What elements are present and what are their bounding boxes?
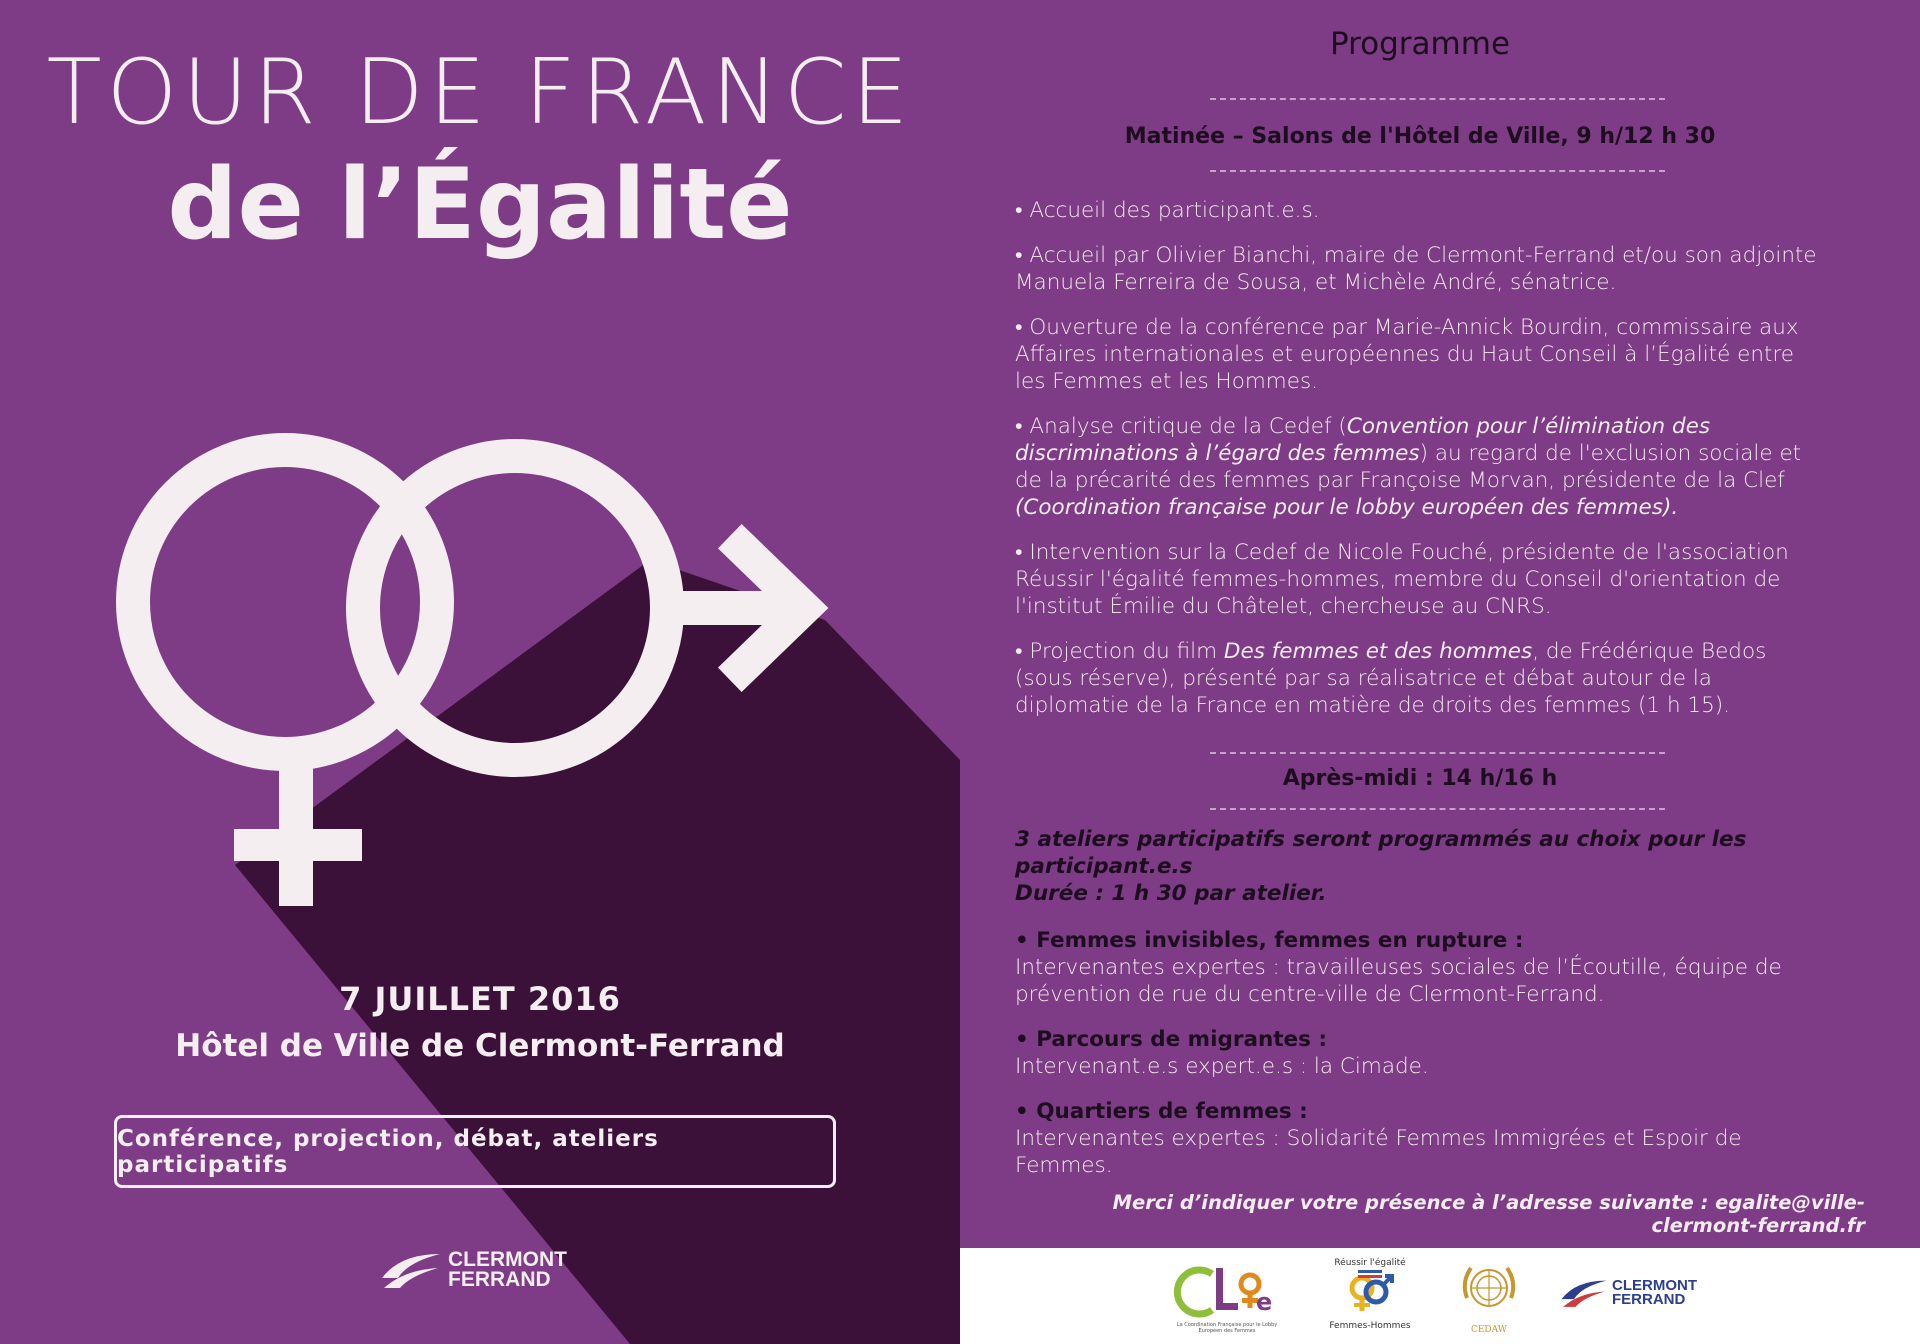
- workshop-text: Intervenant.e.s expert.e.s : la Cimade.: [1015, 1054, 1429, 1079]
- swoosh-icon: [380, 1248, 442, 1292]
- rsvp-contact: Merci d’indiquer votre présence à l’adresse suivante : egalite@ville-clermont-ferrand.fr: [1112, 1191, 1865, 1237]
- workshop-item: [1015, 927, 1830, 1008]
- film-title: Des femmes et des hommes: [1223, 639, 1533, 664]
- program-item: • Accueil des participant.e.s.: [1015, 198, 1320, 223]
- logo-line2: FERRAND: [448, 1268, 551, 1291]
- workshop-text: Intervenantes expertes : travailleuses sociales de l’Écoutille, équipe de prévention de rue du centre-ville de Clermont-Ferrand.: [1015, 955, 1782, 1007]
- divider: [1210, 98, 1665, 100]
- logo-line1: CLERMONT: [1612, 1277, 1697, 1294]
- event-tagline-box: [114, 1115, 836, 1188]
- poster-title-line1: TOUR DE FRANCE: [46, 40, 914, 145]
- clef-caption: La Coordination Française pour le Lobby Européen des Femmes: [1176, 1322, 1278, 1334]
- logo-wordmark: [1612, 1279, 1697, 1307]
- un-emblem-icon: [1457, 1258, 1521, 1320]
- swoosh-icon: [1560, 1276, 1608, 1310]
- reussir-top-text: Réussir l'égalité: [1334, 1258, 1406, 1268]
- poster-right-panel: [960, 0, 1920, 1344]
- svg-text:e: e: [1256, 1288, 1273, 1316]
- clef-mark-icon: [1168, 1262, 1286, 1322]
- item-italic: Convention pour l’élimination des discriminations à l’égard des femmes: [1015, 414, 1711, 466]
- program-item: • Intervention sur la Cedef de Nicole Fouché, présidente de l'association Réussir l'égalité femmes-hommes, membre du Conseil d'orientation de l'institut Émilie du Châtelet, chercheuse au CNRS.: [1015, 540, 1789, 619]
- poster-title-line2: de l’Égalité: [167, 148, 793, 262]
- morning-program-list: [1015, 197, 1830, 737]
- logo-wordmark: [448, 1250, 567, 1290]
- morning-heading: Matinée – Salons de l'Hôtel de Ville, 9 h/12 h 30: [1124, 124, 1716, 149]
- cedaw-label: CEDAW: [1470, 1325, 1508, 1335]
- program-item: [1015, 413, 1830, 521]
- workshop-text: Intervenantes expertes : Solidarité Femmes Immigrées et Espoir de Femmes.: [1015, 1126, 1742, 1178]
- program-item: • Ouverture de la conférence par Marie-Annick Bourdin, commissaire aux Affaires internationales et européennes du Haut Conseil à l’Égalité entre les Femmes et les Hommes.: [1015, 315, 1799, 394]
- event-venue: Hôtel de Ville de Clermont-Ferrand: [175, 1028, 785, 1064]
- gender-symbols-icon: [1340, 1268, 1400, 1316]
- divider: [1210, 808, 1665, 810]
- item-text: , de Frédérique Bedos (sous réserve), présenté par sa réalisatrice et débat autour de la diplomatie de la France en matière de droits des femmes (1 h 15).: [1015, 639, 1767, 718]
- programme-title: Programme: [1329, 26, 1511, 62]
- workshops-intro: [1015, 826, 1830, 907]
- item-text: • Analyse critique de la Cedef (: [1015, 414, 1347, 439]
- reussir-bottom-text: Femmes-Hommes: [1329, 1321, 1411, 1331]
- logo-line2: FERRAND: [1612, 1291, 1686, 1308]
- clef-logo: [1168, 1262, 1286, 1332]
- venus-crossbar: [234, 829, 362, 861]
- afternoon-program-list: [1015, 826, 1830, 1197]
- item-italic: (Coordination française pour le lobby européen des femmes).: [1015, 495, 1679, 520]
- divider: [1210, 170, 1665, 172]
- reussir-egalite-logo: [1320, 1258, 1420, 1338]
- logo-line1: CLERMONT: [448, 1248, 567, 1271]
- workshop-title: • Femmes invisibles, femmes en rupture :: [1015, 928, 1524, 953]
- partner-logos-strip: [960, 1248, 1920, 1344]
- workshop-title: • Quartiers de femmes :: [1015, 1099, 1308, 1124]
- event-date: 7 JUILLET 2016: [339, 980, 621, 1018]
- clermont-ferrand-logo-small: [1560, 1276, 1697, 1310]
- clermont-ferrand-logo: [380, 1248, 567, 1292]
- item-text: ) au regard de l'exclusion sociale et de la précarité des femmes par Françoise Morvan, présidente de la Clef: [1015, 441, 1802, 493]
- workshops-duration: Durée : 1 h 30 par atelier.: [1015, 881, 1327, 906]
- workshops-intro-line1: 3 ateliers participatifs seront programmés au choix pour les participant.e.s: [1015, 827, 1747, 879]
- event-tagline: Conférence, projection, débat, ateliers participatifs: [117, 1125, 659, 1178]
- divider: [1210, 752, 1665, 754]
- workshop-title: • Parcours de migrantes :: [1015, 1027, 1328, 1052]
- program-item: [1015, 638, 1830, 719]
- afternoon-heading: Après-midi : 14 h/16 h: [1282, 766, 1558, 791]
- program-item: • Accueil par Olivier Bianchi, maire de Clermont-Ferrand et/ou son adjointe Manuela Ferreira de Sousa, et Michèle André, sénatrice.: [1015, 243, 1817, 295]
- item-text: • Projection du film: [1015, 639, 1224, 664]
- workshop-item: [1015, 1098, 1830, 1179]
- workshop-item: [1015, 1026, 1830, 1080]
- cedaw-logo: [1450, 1258, 1528, 1338]
- symbol-long-shadow: [235, 560, 960, 1344]
